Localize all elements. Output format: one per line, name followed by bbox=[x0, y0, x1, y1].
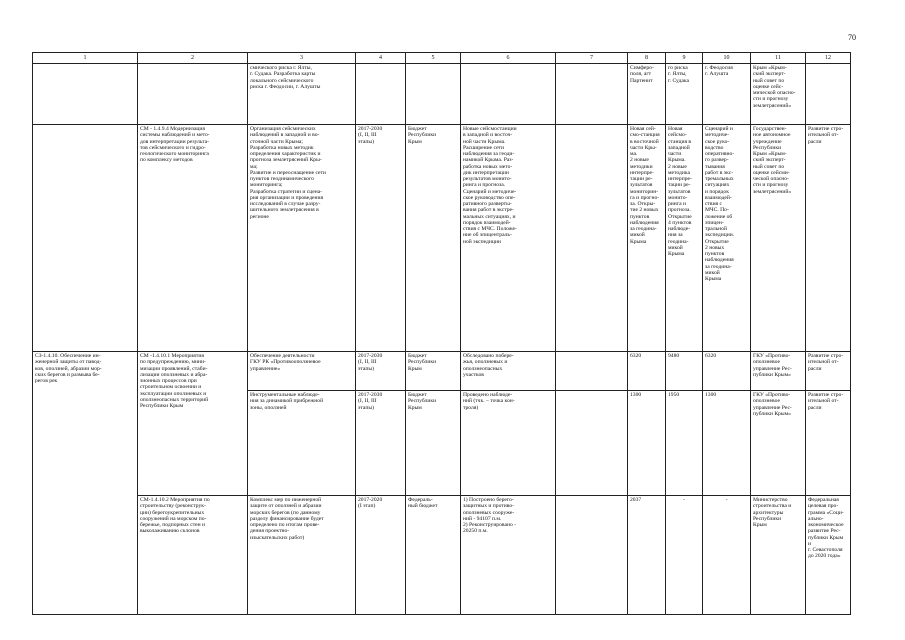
value-cell-8: 6320 bbox=[628, 352, 666, 391]
executor-cell: ГКУ «Противо- оползневое управление Рес- публики Крым» bbox=[751, 352, 806, 391]
table-row bbox=[33, 125, 851, 352]
period-cell: 2017-2030 (I, II, III этапы) bbox=[356, 391, 406, 496]
column-number: 7 bbox=[556, 53, 628, 64]
column-number: 1 bbox=[33, 53, 138, 64]
value-cell-8: Новая сей- смо-станция в восточной части Кры- ма. 2 новые методики интерпре- тации ре- зультатов мониторин- га и прогно- за. Откры- тие 2 новых пунктов наблюдения за геодина- микой Крыма bbox=[628, 125, 666, 352]
value-cell-10: 6320 bbox=[703, 352, 751, 391]
task-cell bbox=[33, 125, 138, 352]
col7-cell bbox=[556, 496, 628, 615]
value-cell-9: 1950 bbox=[666, 391, 703, 496]
result-cell: 1) Построено берего- защитных и противо- оползневых сооруже- ний - 94107 п.м. 2) Реконструировано - 20250 п.м. bbox=[461, 496, 556, 615]
result-cell: Новые сейсмостанции в западной и восточ- ной части Крыма. Расширение сети наблюдения за геоди- намикой Крыма. Раз- работка новых мето- дик интерпретации результатов монито- ринга и прогноза. Сценарий и методиче- ское руководство опе- ративного разверты- вания работ в экстре- мальных ситуациях, и порядок взаимодей- ствия с МЧС. Положе- ние об эпицентраль- ной экспедиции bbox=[461, 125, 556, 352]
period-cell bbox=[356, 64, 406, 125]
column-number: 2 bbox=[138, 53, 248, 64]
funding-source-cell: Бюджет Республики Крым bbox=[406, 391, 461, 496]
value-cell-8: 1300 bbox=[628, 391, 666, 496]
funding-source-cell bbox=[406, 64, 461, 125]
executor-cell: Государствен- ное автономное учреждение Республики Крым «Крым- ский эксперт- ный совет по оценке сейсми- ческой опасно- сти и прогнозу землетрясений» bbox=[751, 125, 806, 352]
measure-cell: СМ -1.4.10.1 Мероприятия по предупреждению, мини- мизации проявлений, стаби- лизации оползневых и абра- зионных процессов при строительном освоении и эксплуатации оползневых и оползнеопасных территорий Республики Крым bbox=[138, 352, 248, 496]
column-number: 6 bbox=[461, 53, 556, 64]
activity-cell: Комплекс мер по инженерной защите от оползней и абразии морских берегов (по данному разделу финансирование будет определено по итогам прове- дения проектно- изыскательских работ) bbox=[248, 496, 356, 615]
executor-cell: ГКУ «Противо- оползневое управление Рес- публики Крым» bbox=[751, 391, 806, 496]
measure-cell: СМ-1.4.10.2 Мероприятия по строительству (реконструк- ции) берегоукрепительных сооружений на морском по- бережье, подпорных стен и выколаживанию склонов bbox=[138, 496, 248, 615]
activity-cell: Инструментальные наблюде- ния за динамикой прибрежной зоны, оползней bbox=[248, 391, 356, 496]
activity-cell: Организация сейсмических наблюдений в западной и во- сточной части Крыма; Разработка новых методик определения характеристик и прогноза землетрясений Кры- ма; Развитие и переоснащение сети пунктов геодинамического мониторинга; Разработка стратегии и сцена- рия организации и проведения исследований в случае разру- шительного землетрясения в регионе bbox=[248, 125, 356, 352]
value-cell-10: Сценарий и методиче- ское руко- водство оперативно- го развер- тывания работ в экс- тремальных ситуациях и порядок взаимодей- ствия с МЧС. По- ложение об эпицен- тральной экспедиции. Открытие 2 новых пунктов наблюдения за геодина- микой Крыма bbox=[703, 125, 751, 352]
note-cell bbox=[806, 64, 851, 125]
value-cell-8: Симферо- поля, агт Партенит bbox=[628, 64, 666, 125]
program-table bbox=[32, 52, 851, 615]
period-cell: 2017-2030 (I, II, III этапы) bbox=[356, 125, 406, 352]
measure-cell bbox=[138, 64, 248, 125]
table-row bbox=[33, 496, 851, 615]
funding-source-cell: Федераль- ный бюджет bbox=[406, 496, 461, 615]
value-cell-8: 2037 bbox=[628, 496, 666, 615]
column-number: 9 bbox=[666, 53, 703, 64]
executor-cell: Министерство строительства и архитектуры Республики Крым bbox=[751, 496, 806, 615]
column-number: 3 bbox=[248, 53, 356, 64]
column-number: 10 bbox=[703, 53, 751, 64]
col7-cell bbox=[556, 352, 628, 391]
value-cell-9: го риска г. Ялты, г. Судака bbox=[666, 64, 703, 125]
column-number: 5 bbox=[406, 53, 461, 64]
period-cell: 2017-2030 (I, II, III этапы) bbox=[356, 352, 406, 391]
page-number: 70 bbox=[848, 33, 856, 42]
col7-cell bbox=[556, 391, 628, 496]
activity-cell: Обеспечение деятельности ГКУ РК «Противооползневое управление» bbox=[248, 352, 356, 391]
note-cell: Развитие стро- ительной от- расли bbox=[806, 125, 851, 352]
funding-source-cell: Бюджет Республики Крым bbox=[406, 125, 461, 352]
column-number: 4 bbox=[356, 53, 406, 64]
result-cell bbox=[461, 64, 556, 125]
measure-cell: СМ - 1.4.9.4 Модернизация системы наблюдений и мето- дов интерпретации результа- тов сейсмического и гидро- геологического мониторинга по комплексу методов bbox=[138, 125, 248, 352]
note-cell: Развитие стро- ительной от- расли bbox=[806, 391, 851, 496]
task-cell bbox=[33, 64, 138, 125]
period-cell: 2017-2020 (I этап) bbox=[356, 496, 406, 615]
value-cell-9: 9480 bbox=[666, 352, 703, 391]
note-cell: Развитие стро- ительной от- расли bbox=[806, 352, 851, 391]
value-cell-9: Новая сейсмо- станция в западной части Крыма. 2 новые методика интерпре- тации ре- зультатов монито- ринга и прогноза. Открытие 4 пунктов наблюде- ния за геодина- микой Крыма bbox=[666, 125, 703, 352]
result-cell: Проведено наблюде- ний (тчк. – точка кон- троля) bbox=[461, 391, 556, 496]
column-number-row bbox=[33, 53, 851, 64]
activity-cell: смического риска г. Ялты, г. Судака. Разработка карты локального сейсмического риска г. Феодосии, г. Алушты bbox=[248, 64, 356, 125]
col7-cell bbox=[556, 64, 628, 125]
value-cell-10: - bbox=[703, 496, 751, 615]
value-cell-9: - bbox=[666, 496, 703, 615]
table-row bbox=[33, 64, 851, 125]
value-cell-10: 1300 bbox=[703, 391, 751, 496]
document-sheet bbox=[32, 52, 850, 612]
result-cell: Обследовано побере- жья, оползневых и оползнеопасных участков bbox=[461, 352, 556, 391]
column-number: 8 bbox=[628, 53, 666, 64]
table-row bbox=[33, 352, 851, 391]
column-number: 12 bbox=[806, 53, 851, 64]
funding-source-cell: Бюджет Республики Крым bbox=[406, 352, 461, 391]
column-number: 11 bbox=[751, 53, 806, 64]
value-cell-10: г. Феодосия г. Алушта bbox=[703, 64, 751, 125]
task-cell: СЗ-1.4.10. Обеспечение ин- женерной защиты от павод- ков, оползней, абразии мор- ских берегов и размыва бе- регов рек bbox=[33, 352, 138, 615]
note-cell: Федеральная целевая про- грамма «Соци- ально- экономическое развитие Рес- публики Крым и г. Севастополя до 2020 года» bbox=[806, 496, 851, 615]
executor-cell: Крым «Крым- ский эксперт- ный совет по оценке сейс- мической опасно- сти и прогнозу землетрясений» bbox=[751, 64, 806, 125]
col7-cell bbox=[556, 125, 628, 352]
